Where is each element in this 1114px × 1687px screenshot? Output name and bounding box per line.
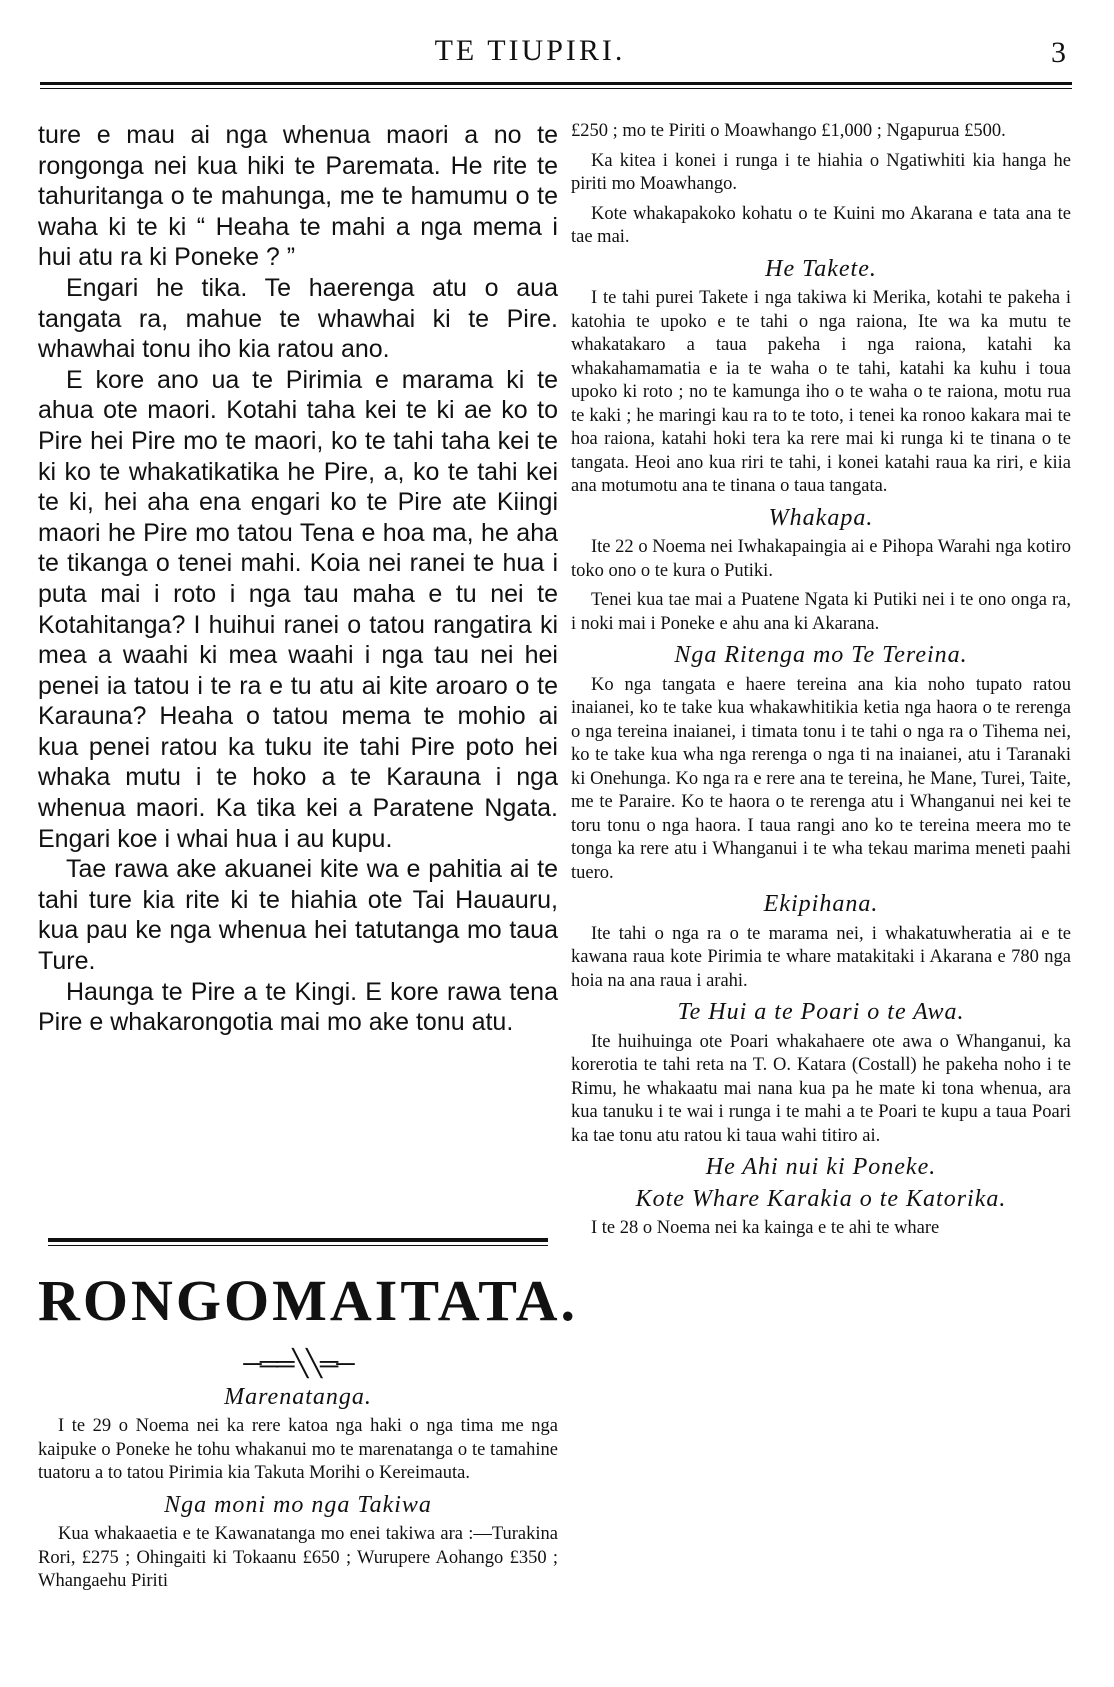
newspaper-title: TE TIUPIRI. [434, 34, 626, 67]
ornament-divider: ─══╲╲═─ [243, 1349, 353, 1378]
rongomaitata-section [38, 1238, 579, 1678]
header-rule [40, 82, 1072, 85]
paragraph: Tenei kua tae mai a Puatene Ngata ki Putiki nei i te ono onga ra, i noki mai i Poneke e ahu ana ki Akarana. [571, 590, 1071, 634]
paragraph: I te tahi purei Takete i nga takiwa ki Merika, kotahi te pakeha i katohia te upoko e te tahi o nga raiona, Ite wa ka mutu te whakatakaro a taua pakeha i nga raiona, katahi ka whakahamamatia e ia te waha o te tahi, katahi ka kuhu i toua upoko ki roto ; no te kamunga iho o te waha o te raiona, motu rua te kaki ; he maringi kau ra to te toto, i tenei ka ronoo kakara mai te hoa raiona, katahi hoki tera ka rere mai ki runga ki te tinana o te tangata. Heoi ano kua riri te tahi, i konei katahi raua ka riri, e kiia ana motumotu ana te tinana o taua tangata. [571, 288, 1071, 496]
paragraph: ture e mau ai nga whenua maori a no te rongonga nei kua hiki te Paremata. He rite te tahuritanga o te mahunga, me te hamumu o te waha ki te ki “ Heaha te mahi a nga mema i hui atu ra ki Poneke ? ” [38, 121, 558, 272]
paragraph: E kore ano ua te Pirimia e marama ki te ahua ote maori. Kotahi taha kei te ki ae ko to Pire hei Pire mo te maori, ko te tahi taha kei te ki ko te whakatikatika he Pire, a, ko te tahi kei te ki, hei aha ena engari ko te Pire ate Kiingi maori he Pire mo tatou Tena e hoa ma, he aha te tikanga o tenei mahi. Koia nei ranei te hua i puta mai i roto i nga tau maha e tu nei te Kotahitanga? I huihui ranei o tatou rangatira ki mea a waahi ki mea waahi i nga tau nei hei penei ia tatou i te ra e tu atu ai kite aroaro o te Karauna? Heaha o tatou mema te mohio ai kua penei ratou ka tuku ite tahi Pire poto hei whaka mutu i te hoko a te Karauna i nga whenua maori. Ka tika kei a Paratene Ngata. Engari koe i whai hua i au kupu. [38, 365, 558, 853]
article-subheading: Kote Whare Karakia o te Katorika. [635, 1185, 1007, 1212]
right-column [571, 120, 1071, 1680]
section-banner: RONGOMAITATA. [38, 1268, 579, 1333]
article-heading: Marenatanga. [224, 1383, 372, 1410]
article-heading: Whakapa. [768, 504, 874, 531]
article-heading: He Takete. [765, 255, 877, 282]
masthead [0, 30, 1114, 76]
article-heading: Te Hui a te Poari o te Awa. [677, 999, 965, 1025]
article-heading: He Ahi nui ki Poneke. [705, 1154, 937, 1180]
paragraph: Ka kitea i konei i runga i te hiahia o Ngatiwhiti kia hanga he piriti mo Moawhango. [571, 150, 1071, 194]
paragraph: Engari he tika. Te haerenga atu o aua tangata ra, mahue te whawhai ki te Pire. whawhai tonu iho kia ratou ano. [38, 273, 558, 364]
paragraph: I te 29 o Noema nei ka rere katoa nga haki o nga tima me nga kaipuke o Poneke he tohu whakanui mo te marenatanga o te tamahine tuatoru a to tatou Pirimia kia Takuta Morihi o Kereimauta. [38, 1416, 558, 1483]
left-column [38, 120, 558, 1200]
paragraph: Ite 22 o Noema nei Iwhakapaingia ai e Pihopa Warahi nga kotiro toko ono o te kura o Putiki. [571, 537, 1071, 581]
paragraph: Kote whakapakoko kohatu o te Kuini mo Akarana e tata ana te tae mai. [571, 203, 1071, 247]
article-heading: Nga Ritenga mo Te Tereina. [674, 642, 968, 668]
paragraph: Ite tahi o nga ra o te marama nei, i whakatuwheratia ai e te kawana raua kote Pirimia te whare matakitaki i Akarana e 780 nga hoia na ana raua i arahi. [571, 923, 1071, 991]
paragraph: Kua whakaaetia e te Kawanatanga mo enei takiwa ara :—Turakina Rori, £275 ; Ohingaiti ki Tokaanu £650 ; Wurupere Aohango £350 ; Whangaehu Piriti [38, 1524, 558, 1591]
paragraph: Ko nga tangata e haere tereina ana kia noho tupato ratou inaianei, ko te take kua whakawhitikia ketia nga haora o te rerenga o nga tereina inaianei, i timata tonu i te tahi o nga ra o Tihema nei, ko te take kua wha nga rerenga o nga ti na inaianei, atu i Taranaki ki Onehunga. Ko nga ra e rere ana te tereina, he Mane, Turei, Taite, me te Paraire. Ko te haora o te rerenga atu i Whanganui nei kei te toru tonu o nga haora. I taua rangi ano ko te tereina meera mo te tonga ka rere atu i Whanganui i te wha tekau marima meneti paahi tuero. [571, 674, 1071, 883]
paragraph: Tae rawa ake akuanei kite wa e pahitia ai te tahi ture kia rite ki te hiahia ote Tai Hauauru, kua pau ke nga whenua hei tatutanga mo taua Ture. [38, 855, 558, 976]
article-heading: Nga moni mo nga Takiwa [164, 1491, 432, 1518]
header-rule-thin [40, 88, 1072, 89]
page-number: 3 [1051, 36, 1066, 69]
paragraph: Ite huihuinga ote Poari whakahaere ote awa o Whanganui, ka korerotia te tahi reta na T. O. Katara (Costall) he pakeha noho i te Rimu, he whakaatu mai nana kua pa he mate ki tona whenua, ara kua tanuku i te wai i runga i te mahi a te Poari te kupu a taua Poari ka tae tonu atu ratou ki taua wahi titiro ai. [571, 1031, 1071, 1146]
article-heading: Ekipihana. [763, 891, 879, 917]
paragraph: Haunga te Pire a te Kingi. E kore rawa tena Pire e whakarongotia mai mo ake tonu atu. [38, 977, 558, 1037]
section-rule-thin [48, 1245, 548, 1246]
paragraph: I te 28 o Noema nei ka kainga e te ahi te whare [591, 1218, 940, 1238]
section-rule [48, 1238, 548, 1242]
paragraph: £250 ; mo te Piriti o Moawhango £1,000 ; Ngapurua £500. [571, 121, 1006, 141]
